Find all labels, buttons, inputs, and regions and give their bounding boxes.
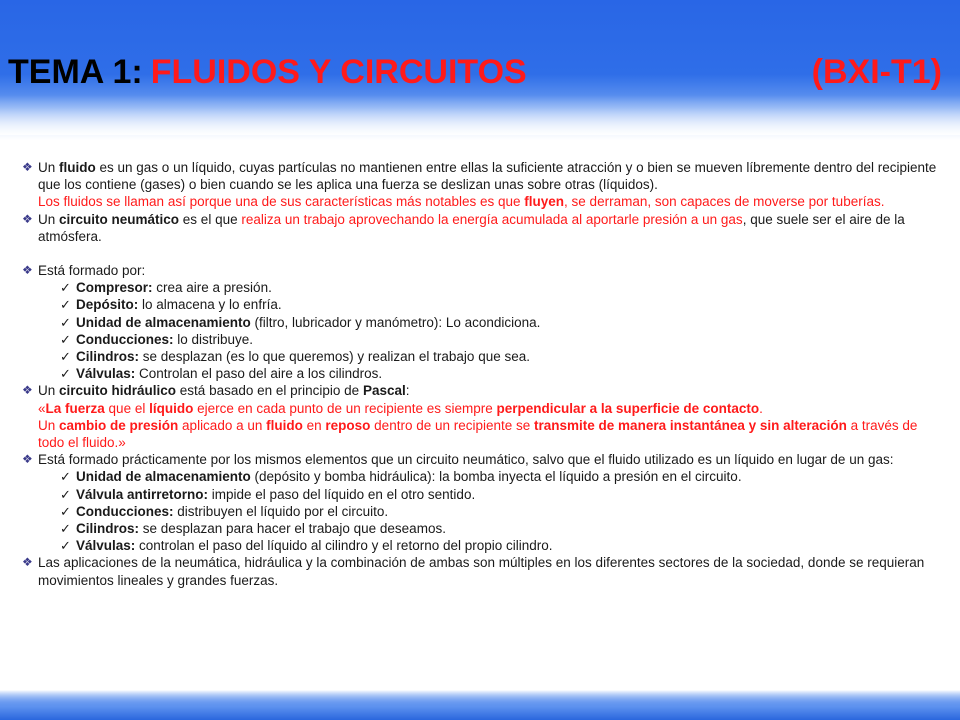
list-item: ✓ Válvulas: Controlan el paso del aire a los cilindros.: [60, 366, 383, 382]
list-item: ✓ Conducciones: lo distribuye.: [60, 331, 254, 347]
list-item: ✓ Compresor: crea aire a presión.: [60, 280, 272, 296]
bullet-circuito-hidraulico: ❖ Un circuito hidráulico está basado en el principio de Pascal: «La fuerza que el líquido ejerce en cada punto de un recipiente es siempre perpendicular a la superficie de contacto. Un cambio de presión aplicado a un fluido en reposo dentro de un recipiente se transmite de manera instantánea y sin alteración a través de todo el fluido.»: [22, 383, 918, 451]
diamond-bullet-icon: ❖: [22, 555, 33, 570]
list-item: ✓ Unidad de almacenamiento (filtro, lubricador y manómetro): Lo acondiciona.: [60, 314, 541, 330]
bullet-formado-neumatico: ❖ Está formado por:: [22, 263, 146, 279]
bullet-fluido: ❖ Un fluido es un gas o un líquido, cuyas partículas no mantienen entre ellas la suficiente atracción y o bien se mueven líbremente dentro del recipiente que los contiene (gases) o bien cuando se les aplica una fuerza se deslizan unas sobre otras (líquidos). Los fluidos se llaman así porque una de sus características más notables es que fluyen, se derraman, son capaces de moverse por tuberías.: [22, 160, 937, 210]
list-item: ✓ Depósito: lo almacena y lo enfría.: [60, 297, 282, 313]
title-prefix: TEMA 1:: [8, 52, 143, 91]
check-icon: ✓: [60, 503, 71, 519]
list-item: ✓ Válvulas: controlan el paso del líquido al cilindro y el retorno del propio cilindro.: [60, 538, 553, 554]
pascal-quote: «La fuerza que el líquido ejerce en cada punto de un recipiente es siempre perpendicular a la superficie de contacto. Un cambio de presión aplicado a un fluido en reposo dentro de un recipiente se transmite de manera instantánea y sin alteración a través de todo el fluido.»: [38, 400, 918, 451]
check-icon: ✓: [60, 297, 71, 313]
list-item: ✓ Válvula antirretorno: impide el paso del líquido en el otro sentido.: [60, 486, 476, 502]
diamond-bullet-icon: ❖: [22, 160, 33, 174]
diamond-bullet-icon: ❖: [22, 263, 33, 278]
bullet-circuito-neumatico: ❖ Un circuito neumático es el que realiza un trabajo aprovechando la energía acumulada al aportarle presión a un gas, que suele ser el aire de la atmósfera.: [22, 211, 905, 244]
title-code: (BXI-T1): [811, 52, 942, 91]
list-item: ✓ Conducciones: distribuyen el líquido por el circuito.: [60, 503, 389, 519]
spacer: [24, 245, 944, 262]
list-item: ✓ Cilindros: se desplazan (es lo que queremos) y realizan el trabajo que sea.: [60, 349, 530, 365]
check-icon: ✓: [60, 349, 71, 365]
diamond-bullet-icon: ❖: [22, 383, 33, 398]
list-item: ✓ Unidad de almacenamiento (depósito y bomba hidráulica): la bomba inyecta el líquido a presión en el circuito.: [60, 469, 742, 485]
check-icon: ✓: [60, 366, 71, 382]
check-icon: ✓: [60, 538, 71, 554]
diamond-bullet-icon: ❖: [22, 211, 33, 226]
content-body: [24, 159, 944, 589]
bullet-formado-hidraulico: ❖ Está formado prácticamente por los mismos elementos que un circuito neumático, salvo que el fluido utilizado es un líquido en lugar de un gas:: [22, 452, 894, 468]
check-icon: ✓: [60, 280, 71, 296]
list-item: ✓ Cilindros: se desplazan para hacer el trabajo que deseamos.: [60, 521, 446, 537]
check-icon: ✓: [60, 486, 71, 502]
bullet-aplicaciones: ❖ Las aplicaciones de la neumática, hidráulica y la combinación de ambas son múltiples en los diferentes sectores de la sociedad, donde se requieran movimientos lineales y grandes fuerzas.: [22, 555, 925, 588]
check-icon: ✓: [60, 521, 71, 537]
check-icon: ✓: [60, 314, 71, 330]
check-icon: ✓: [60, 331, 71, 347]
check-icon: ✓: [60, 469, 71, 485]
bottom-band: [0, 690, 960, 720]
title-topic: FLUIDOS Y CIRCUITOS: [150, 52, 527, 91]
diamond-bullet-icon: ❖: [22, 452, 33, 467]
page-title: [8, 50, 942, 94]
